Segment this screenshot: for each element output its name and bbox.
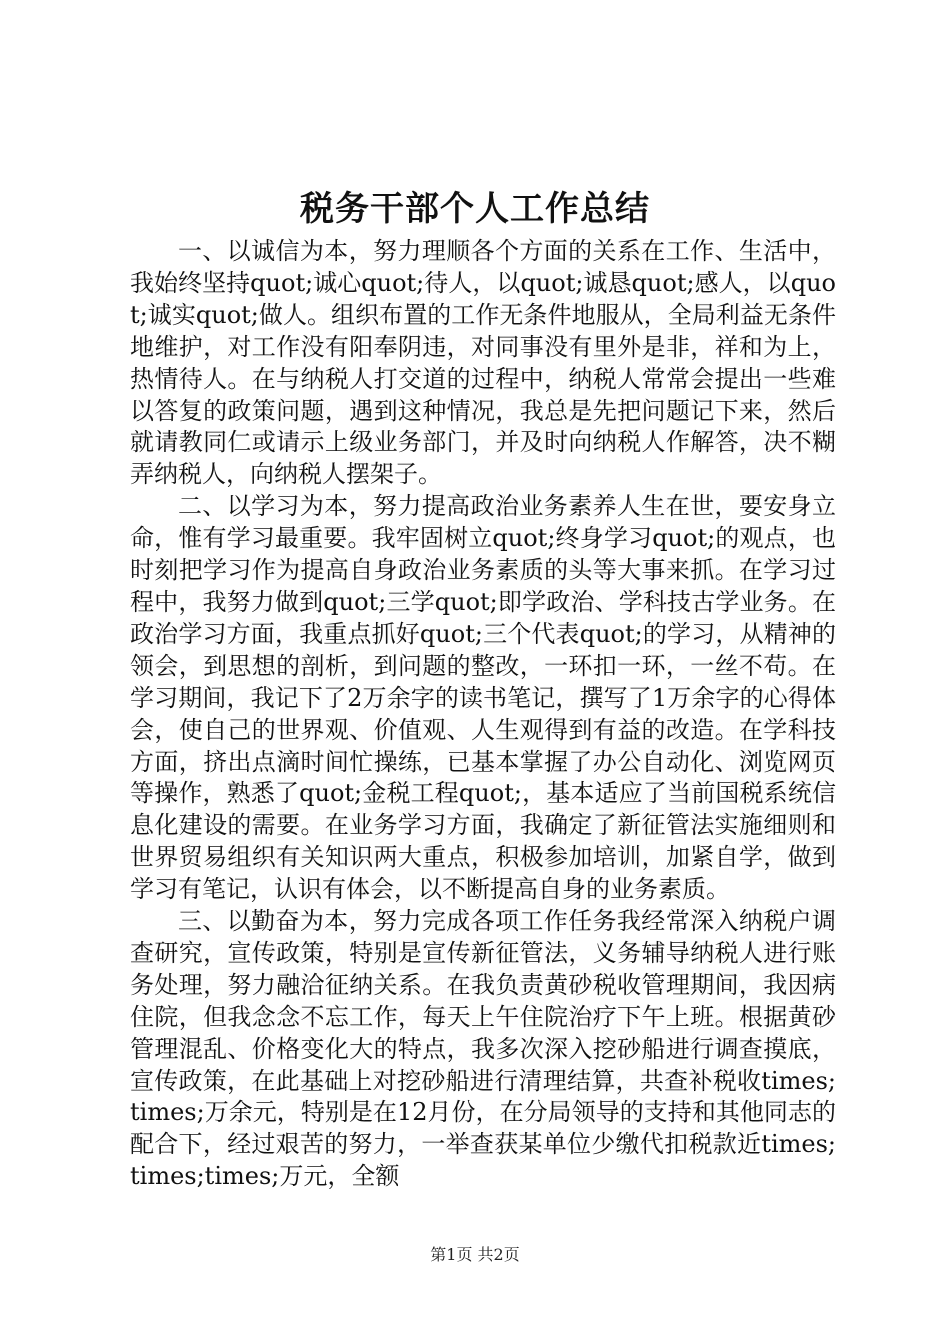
document-title: 税务干部个人工作总结 <box>300 189 650 229</box>
paragraph-3: 三、以勤奋为本，努力完成各项工作任务我经常深入纳税户调查研究，宣传政策，特别是宣传新征管法，义务辅导纳税人进行账务处理，努力融洽征纳关系。在我负责黄砂税收管理期间，我因病住院，但我念念不忘工作，每天上午住院治疗下午上班。根据黄砂管理混乱、价格变化大的特点，我多次深入挖砂船进行调查摸底，宣传政策，在此基础上对挖砂船进行清理结算，共查补税收times;times;万余元，特别是在12月份，在分局领导的支持和其他同志的配合下，经过艰苦的努力，一举查获某单位少缴代扣税款近times;times;times;万元，全额 <box>130 907 836 1191</box>
page-number-footer: 第1页 共2页 <box>430 1245 520 1264</box>
document-body <box>130 236 836 1193</box>
paragraph-1: 一、以诚信为本，努力理顺各个方面的关系在工作、生活中，我始终坚持quot;诚心quot;待人，以quot;诚恳quot;感人，以quot;诚实quot;做人。组织布置的工作无条件地服从，全局利益无条件地维护，对工作没有阳奉阴违，对同事没有里外是非，祥和为上，热情待人。在与纳税人打交道的过程中，纳税人常常会提出一些难以答复的政策问题，遇到这种情况，我总是先把问题记下来，然后就请教同仁或请示上级业务部门，并及时向纳税人作解答，决不糊弄纳税人，向纳税人摆架子。 <box>130 237 836 489</box>
paragraph-2: 二、以学习为本，努力提高政治业务素养人生在世，要安身立命，惟有学习最重要。我牢固树立quot;终身学习quot;的观点，也时刻把学习作为提高自身政治业务素质的头等大事来抓。在学习过程中，我努力做到quot;三学quot;即学政治、学科技古学业务。在政治学习方面，我重点抓好quot;三个代表quot;的学习，从精神的领会，到思想的剖析，到问题的整改，一环扣一环，一丝不苟。在学习期间，我记下了2万余字的读书笔记，撰写了1万余字的心得体会，使自己的世界观、价值观、人生观得到有益的改造。在学科技方面，挤出点滴时间忙操练，已基本掌握了办公自动化、浏览网页等操作，熟悉了quot;金税工程quot;，基本适应了当前国税系统信息化建设的需要。在业务学习方面，我确定了新征管法实施细则和世界贸易组织有关知识两大重点，积极参加培训，加紧自学，做到学习有笔记，认识有体会，以不断提高自身的业务素质。 <box>130 492 836 904</box>
